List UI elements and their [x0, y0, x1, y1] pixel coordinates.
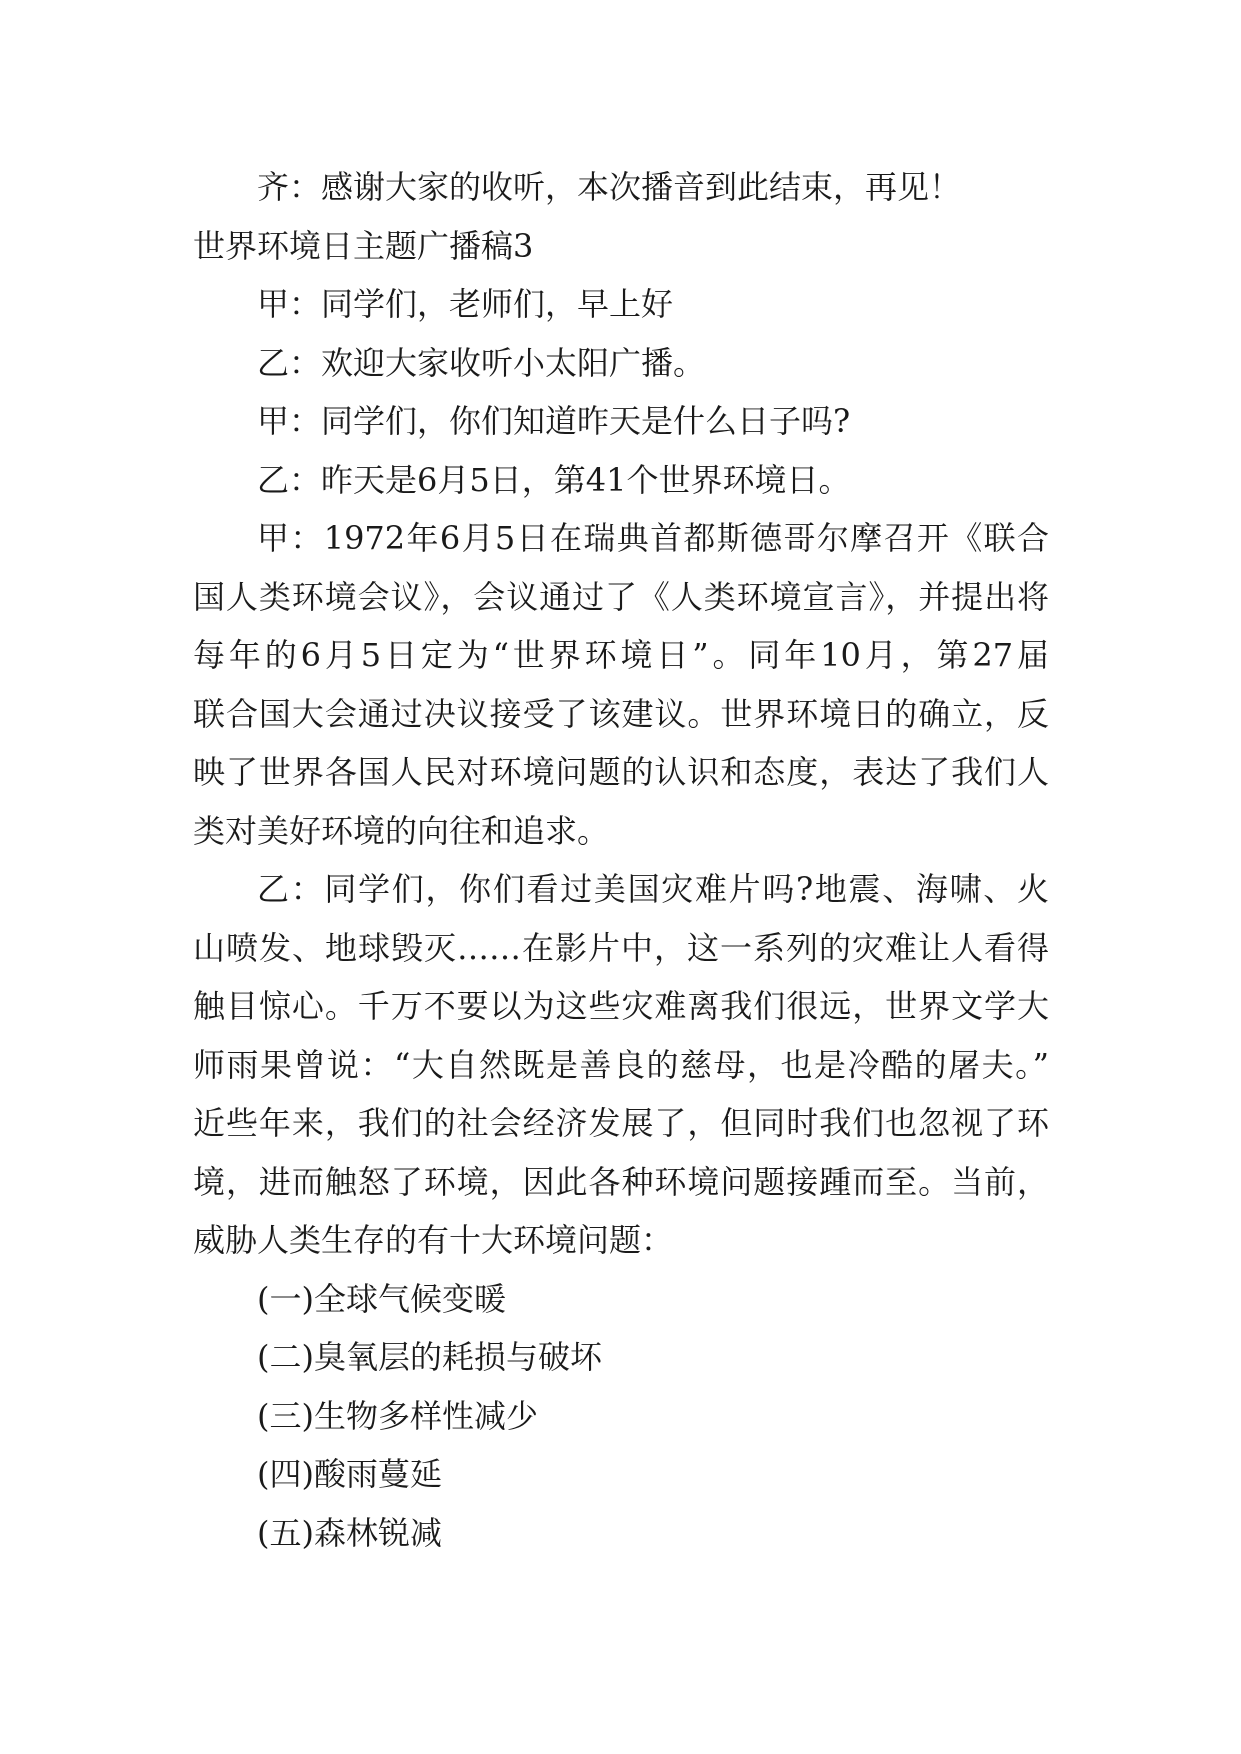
paragraph-line: 类对美好环境的向往和追求。 [193, 811, 610, 850]
list-item: (一)全球气候变暖 [257, 1279, 506, 1318]
paragraph-line: 每年的6月5日定为“世界环境日”。同年10月，第27届 [193, 636, 1049, 674]
dialogue-line: 甲：同学们，老师们，早上好 [257, 285, 674, 323]
list-item: (三)生物多样性减少 [257, 1396, 538, 1435]
paragraph-line: 师雨果曾说：“大自然既是善良的慈母，也是冷酷的屠夫。” [193, 1045, 1049, 1084]
list-item: (二)臭氧层的耗损与破坏 [257, 1338, 602, 1376]
document-body [193, 158, 1049, 1562]
paragraph-line: 山喷发、地球毁灭……在影片中，这一系列的灾难让人看得 [193, 928, 1049, 967]
paragraph-line: 境，进而触怒了环境，因此各种环境问题接踵而至。当前， [193, 1162, 1049, 1201]
paragraph-line: 甲：1972年6月5日在瑞典首都斯德哥尔摩召开《联合 [257, 519, 1049, 557]
paragraph-line: 联合国大会通过决议接受了该建议。世界环境日的确立，反 [193, 694, 1049, 733]
dialogue-line: 乙：昨天是6月5日，第41个世界环境日。 [257, 460, 851, 499]
closing-line: 齐：感谢大家的收听，本次播音到此结束，再见！ [257, 168, 962, 206]
section-title: 世界环境日主题广播稿3 [193, 226, 534, 265]
paragraph-line: 映了世界各国人民对环境问题的认识和态度，表达了我们人 [193, 753, 1049, 791]
paragraph-line: 国人类环境会议》，会议通过了《人类环境宣言》，并提出将 [193, 577, 1049, 616]
paragraph-line: 近些年来，我们的社会经济发展了，但同时我们也忽视了环 [193, 1104, 1049, 1142]
list-item: (四)酸雨蔓延 [257, 1455, 442, 1493]
dialogue-line: 乙：欢迎大家收听小太阳广播。 [257, 343, 706, 382]
paragraph-line: 触目惊心。千万不要以为这些灾难离我们很远，世界文学大 [193, 987, 1049, 1025]
list-item: (五)森林锐减 [257, 1513, 442, 1552]
paragraph-line: 乙：同学们，你们看过美国灾难片吗?地震、海啸、火 [257, 870, 1049, 908]
dialogue-line: 甲：同学们，你们知道昨天是什么日子吗? [257, 402, 851, 440]
paragraph-line: 威胁人类生存的有十大环境问题： [193, 1221, 674, 1259]
